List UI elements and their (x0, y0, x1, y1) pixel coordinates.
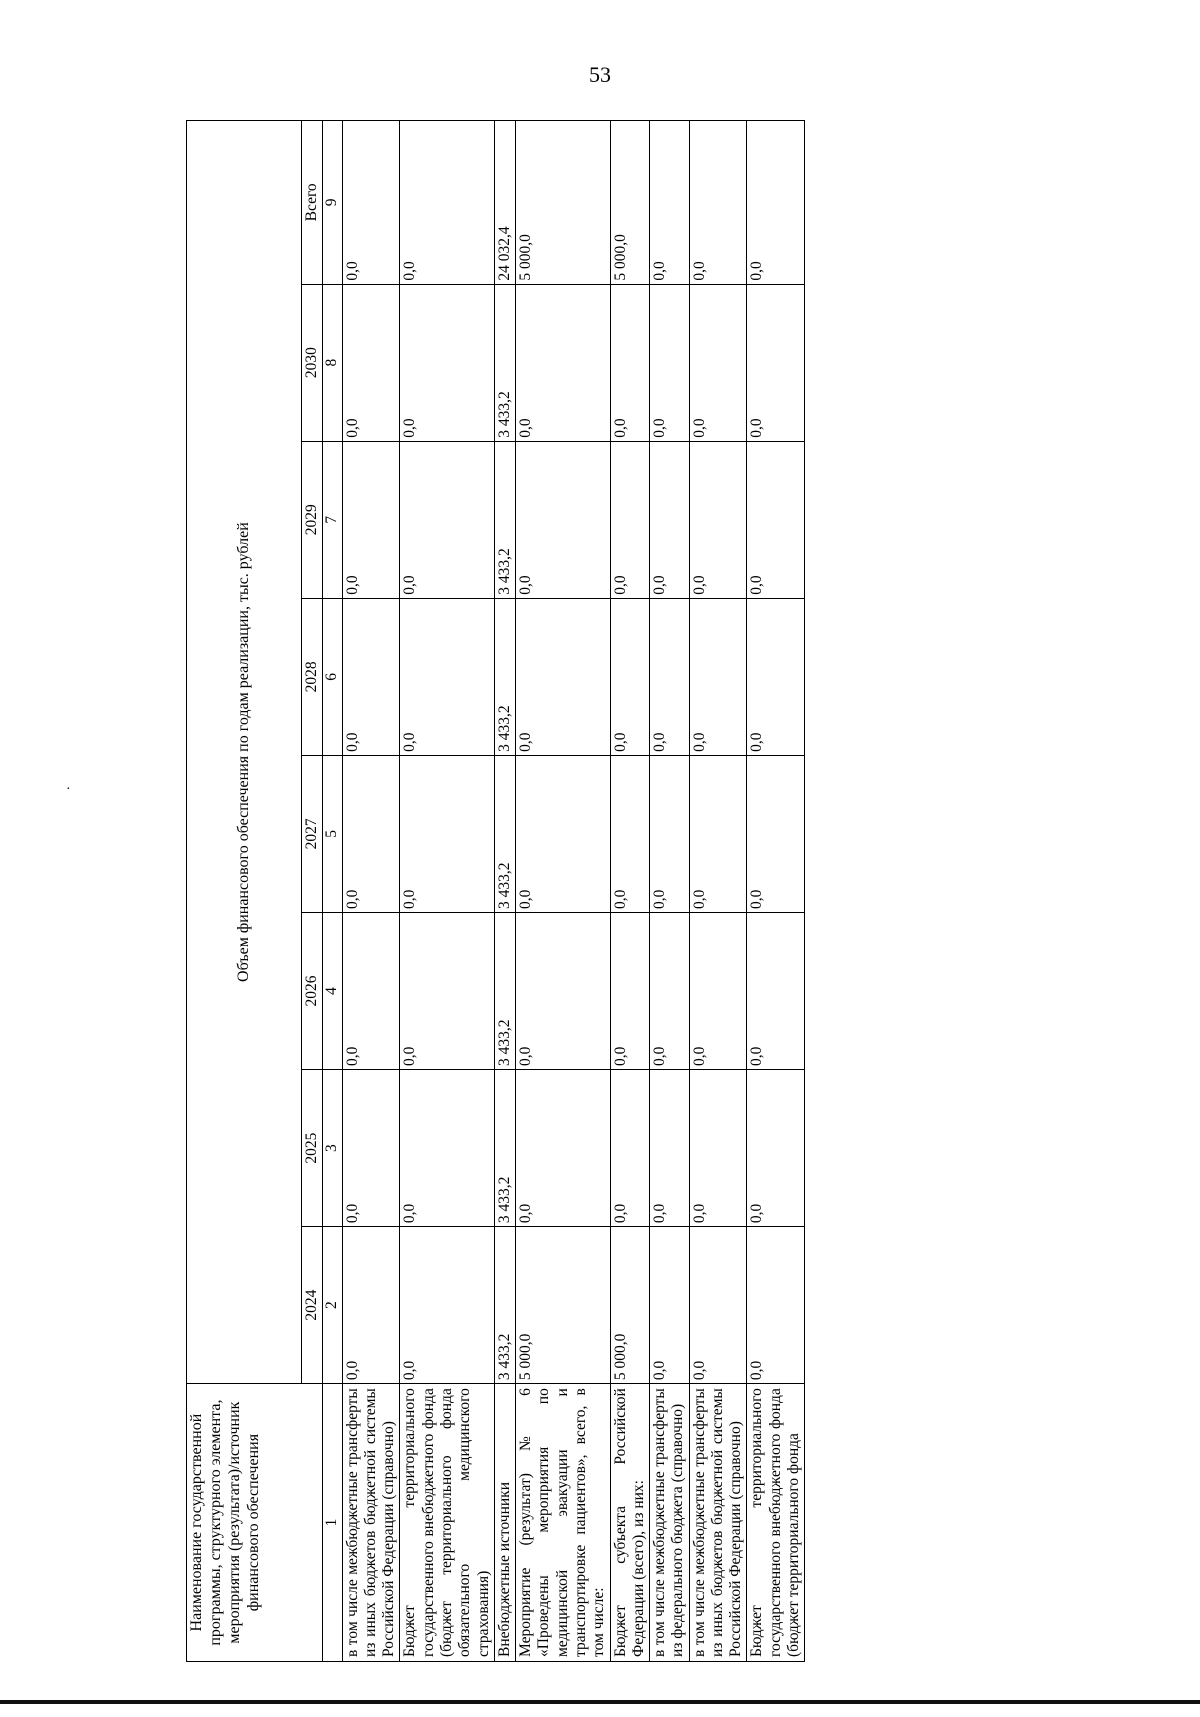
scan-edge-line (0, 1700, 1200, 1704)
row-year-value: 0,0 (400, 755, 494, 912)
row-total-value: 0,0 (689, 121, 747, 285)
row-year-value: 0,0 (610, 284, 650, 441)
row-year-value: 0,0 (650, 1227, 690, 1384)
row-year-value: 0,0 (747, 1070, 805, 1227)
row-year-value: 0,0 (650, 441, 690, 598)
row-year-value: 0,0 (342, 598, 400, 755)
row-year-value: 0,0 (516, 755, 610, 912)
row-year-value: 3 433,2 (494, 755, 515, 912)
row-year-value: 5 000,0 (610, 1227, 650, 1384)
year-header: 2028 (302, 598, 323, 755)
row-total-value: 5 000,0 (610, 121, 650, 285)
row-year-value: 0,0 (689, 1070, 747, 1227)
header-row (187, 121, 302, 1662)
stray-mark: · (66, 782, 71, 797)
row-year-value: 3 433,2 (494, 1227, 515, 1384)
row-year-value: 0,0 (400, 441, 494, 598)
row-year-value: 0,0 (689, 441, 747, 598)
row-year-value: 0,0 (747, 1227, 805, 1384)
column-index: 2 (323, 1227, 342, 1384)
row-year-value: 0,0 (747, 755, 805, 912)
table-row (342, 121, 400, 1662)
row-year-value: 0,0 (400, 1070, 494, 1227)
row-year-value: 0,0 (516, 1070, 610, 1227)
row-year-value: 0,0 (650, 912, 690, 1069)
table-row (610, 121, 650, 1662)
row-year-value: 0,0 (400, 598, 494, 755)
column-index: 7 (323, 441, 342, 598)
row-year-value: 0,0 (342, 284, 400, 441)
row-year-value: 0,0 (610, 1070, 650, 1227)
column-index: 9 (323, 121, 342, 285)
year-header: 2025 (302, 1070, 323, 1227)
name-column-header: Наименование государственной программы, структурного элемента, мероприятия (результата)/источник финансового обеспечения (187, 1384, 323, 1662)
column-index: 1 (323, 1384, 342, 1662)
row-name: Бюджет территориального государственного внебюджетного фонда (бюджет территориального фонда обязательного медицинского страхования) (400, 1384, 494, 1662)
row-year-value: 0,0 (342, 755, 400, 912)
row-name: Внебюджетные источники (494, 1384, 515, 1662)
row-name: Бюджет территориального государственного внебюджетного фонда (бюджет территориального фонда (747, 1384, 805, 1662)
row-year-value: 0,0 (400, 284, 494, 441)
row-year-value: 0,0 (689, 1227, 747, 1384)
row-year-value: 0,0 (342, 1070, 400, 1227)
row-name: Бюджет субъекта Российской Федерации (всего), из них: (610, 1384, 650, 1662)
column-index: 3 (323, 1070, 342, 1227)
funding-volume-header: Объем финансового обеспечения по годам реализации, тыс. рублей (187, 121, 302, 1384)
table-body (342, 121, 805, 1662)
row-year-value: 0,0 (342, 441, 400, 598)
row-year-value: 0,0 (516, 912, 610, 1069)
table-row (400, 121, 494, 1662)
row-year-value: 0,0 (650, 1070, 690, 1227)
index-row (323, 121, 342, 1662)
column-index: 8 (323, 284, 342, 441)
row-year-value: 0,0 (650, 598, 690, 755)
row-year-value: 0,0 (747, 912, 805, 1069)
page-number: 53 (589, 62, 611, 87)
row-total-value: 0,0 (747, 121, 805, 285)
table-row (689, 121, 747, 1662)
year-header: 2026 (302, 912, 323, 1069)
row-total-value: 24 032,4 (494, 121, 515, 285)
row-year-value: 3 433,2 (494, 284, 515, 441)
row-year-value: 0,0 (342, 912, 400, 1069)
row-name: Мероприятие (результат) № 6 «Проведены мероприятия по медицинской эвакуации и транспортировке пациентов», всего, в том числе: (516, 1384, 610, 1662)
row-year-value: 0,0 (610, 912, 650, 1069)
row-year-value: 0,0 (400, 912, 494, 1069)
row-year-value: 0,0 (650, 284, 690, 441)
row-year-value: 3 433,2 (494, 441, 515, 598)
column-index: 4 (323, 912, 342, 1069)
row-year-value: 0,0 (610, 598, 650, 755)
row-total-value: 0,0 (400, 121, 494, 285)
row-year-value: 0,0 (689, 598, 747, 755)
year-header: 2030 (302, 284, 323, 441)
row-year-value: 0,0 (747, 441, 805, 598)
table-row (650, 121, 690, 1662)
table-row (516, 121, 610, 1662)
table-row (747, 121, 805, 1662)
row-year-value: 0,0 (342, 1227, 400, 1384)
row-year-value: 0,0 (747, 284, 805, 441)
row-year-value: 3 433,2 (494, 912, 515, 1069)
row-year-value: 0,0 (650, 755, 690, 912)
row-year-value: 0,0 (747, 598, 805, 755)
column-index: 6 (323, 598, 342, 755)
row-year-value: 0,0 (516, 598, 610, 755)
year-header: 2024 (302, 1227, 323, 1384)
row-total-value: 5 000,0 (516, 121, 610, 285)
row-year-value: 0,0 (516, 441, 610, 598)
rotated-table-wrapper (186, 120, 1064, 1662)
row-year-value: 0,0 (689, 284, 747, 441)
row-name: в том числе межбюджетные трансферты из федерального бюджета (справочно) (650, 1384, 690, 1662)
row-year-value: 0,0 (610, 441, 650, 598)
year-header: 2029 (302, 441, 323, 598)
column-index: 5 (323, 755, 342, 912)
row-year-value: 0,0 (400, 1227, 494, 1384)
financing-table (186, 120, 805, 1662)
table-row (494, 121, 515, 1662)
total-header: Всего (302, 121, 323, 285)
row-name: в том числе межбюджетные трансферты из иных бюджетов бюджетной системы Российской Федерации (справочно) (689, 1384, 747, 1662)
year-header: 2027 (302, 755, 323, 912)
row-year-value: 0,0 (689, 755, 747, 912)
row-year-value: 0,0 (610, 755, 650, 912)
row-year-value: 3 433,2 (494, 598, 515, 755)
row-total-value: 0,0 (342, 121, 400, 285)
row-year-value: 3 433,2 (494, 1070, 515, 1227)
row-year-value: 5 000,0 (516, 1227, 610, 1384)
row-year-value: 0,0 (689, 912, 747, 1069)
row-total-value: 0,0 (650, 121, 690, 285)
row-name: в том числе межбюджетные трансферты из иных бюджетов бюджетной системы Российской Федерации (справочно) (342, 1384, 400, 1662)
row-year-value: 0,0 (516, 284, 610, 441)
